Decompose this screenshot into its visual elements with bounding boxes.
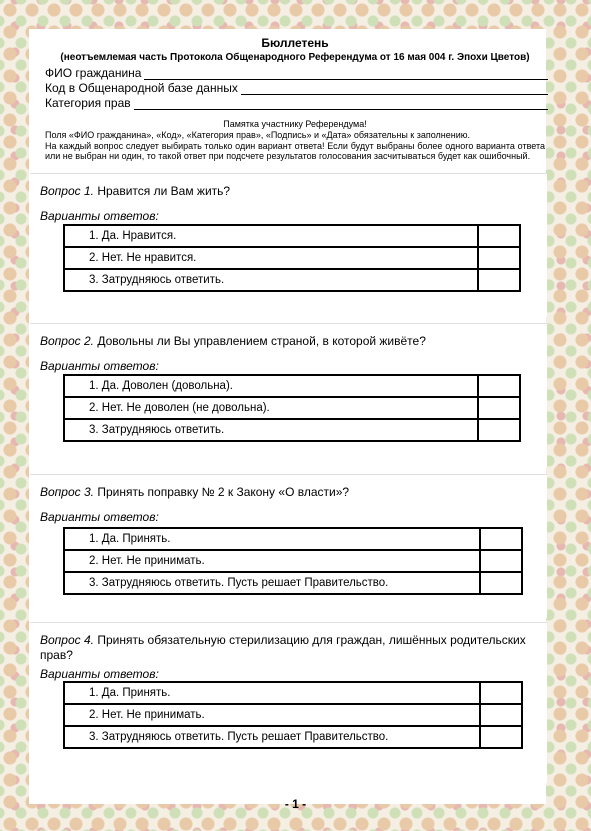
table-row[interactable] (64, 726, 522, 748)
table-row[interactable] (64, 550, 522, 572)
answer-label: 1. Да. Принять. (64, 682, 480, 704)
memo-line-1: Поля «ФИО гражданина», «Код», «Категория прав», «Подпись» и «Дата» обязательны к заполнению. (45, 130, 471, 140)
rights-category-line[interactable] (134, 97, 548, 110)
database-code-label: Код в Общенародной базе данных (45, 81, 238, 95)
answer-label: 3. Затрудняюсь ответить. (64, 419, 478, 441)
table-row[interactable] (64, 682, 522, 704)
variants-label: Варианты ответов: (40, 209, 159, 223)
answer-checkbox[interactable] (478, 269, 520, 291)
answer-checkbox[interactable] (478, 375, 520, 397)
answer-checkbox[interactable] (478, 397, 520, 419)
variants-label: Варианты ответов: (40, 510, 159, 524)
rights-category-label: Категория прав (45, 96, 131, 110)
citizen-name-field[interactable] (45, 65, 548, 80)
answer-label: 1. Да. Нравится. (64, 225, 478, 247)
rights-category-field[interactable] (45, 95, 548, 110)
answer-checkbox[interactable] (480, 682, 522, 704)
table-row[interactable] (64, 572, 522, 594)
question-text (40, 633, 530, 663)
answer-checkbox[interactable] (480, 528, 522, 550)
variants-label: Варианты ответов: (40, 667, 159, 681)
question-number: Вопрос 3. (40, 485, 94, 499)
table-row[interactable] (64, 375, 520, 397)
question-body: Принять обязательную стерилизацию для граждан, лишённых родительских прав? (40, 633, 526, 662)
ballot-title: Бюллетень (261, 36, 329, 50)
table-row[interactable] (64, 225, 520, 247)
answer-label: 1. Да. Доволен (довольна). (64, 375, 478, 397)
ballot-subtitle: (неотъемлемая часть Протокола Общенародного Референдума от 16 мая 004 г. Эпохи Цветов) (60, 52, 530, 63)
answer-label: 3. Затрудняюсь ответить. Пусть решает Правительство. (64, 572, 480, 594)
answer-label: 3. Затрудняюсь ответить. (64, 269, 478, 291)
variants-label: Варианты ответов: (40, 359, 159, 373)
table-row[interactable] (64, 397, 520, 419)
answers-table (63, 224, 521, 292)
database-code-line[interactable] (241, 82, 548, 95)
question-text (40, 485, 530, 500)
question-body: Довольны ли Вы управлением страной, в которой живёте? (97, 334, 426, 348)
database-code-field[interactable] (45, 80, 548, 95)
question-body: Нравится ли Вам жить? (97, 184, 231, 198)
answer-checkbox[interactable] (478, 419, 520, 441)
page-number: - 1 - (284, 797, 307, 811)
citizen-name-line[interactable] (144, 67, 548, 80)
answer-label: 2. Нет. Не принимать. (64, 550, 480, 572)
answer-checkbox[interactable] (480, 550, 522, 572)
answer-checkbox[interactable] (478, 247, 520, 269)
question-block-3 (30, 474, 547, 618)
answer-checkbox[interactable] (480, 704, 522, 726)
answer-label: 1. Да. Принять. (64, 528, 480, 550)
table-row[interactable] (64, 419, 520, 441)
answer-label: 2. Нет. Не принимать. (64, 704, 480, 726)
memo-title: Памятка участнику Референдума! (223, 119, 367, 129)
question-block-2 (30, 323, 547, 467)
question-text (40, 184, 530, 199)
question-number: Вопрос 1. (40, 184, 94, 198)
ballot-header (40, 36, 550, 162)
citizen-name-label: ФИО гражданина (45, 66, 142, 80)
table-row[interactable] (64, 269, 520, 291)
question-text (40, 334, 530, 349)
answer-label: 2. Нет. Не нравится. (64, 247, 478, 269)
answers-table (63, 527, 523, 595)
question-body: Принять поправку № 2 к Закону «О власти»? (97, 485, 350, 499)
question-number: Вопрос 4. (40, 633, 94, 647)
answer-checkbox[interactable] (478, 225, 520, 247)
answer-checkbox[interactable] (480, 572, 522, 594)
table-row[interactable] (64, 528, 522, 550)
answer-checkbox[interactable] (480, 726, 522, 748)
question-number: Вопрос 2. (40, 334, 94, 348)
answers-table (63, 374, 521, 442)
table-row[interactable] (64, 704, 522, 726)
question-block-1 (30, 173, 547, 317)
answers-table (63, 681, 523, 749)
memo-line-2: На каждый вопрос следует выбирать только один вариант ответа! Если будут выбраны более одного варианта ответа или не выбран ни один, то такой ответ при подсчете результатов голосования засчитываться будет как ошибочный. (45, 140, 545, 161)
answer-label: 3. Затрудняюсь ответить. Пусть решает Правительство. (64, 726, 480, 748)
question-block-4 (30, 622, 547, 783)
table-row[interactable] (64, 247, 520, 269)
answer-label: 2. Нет. Не доволен (не довольна). (64, 397, 478, 419)
